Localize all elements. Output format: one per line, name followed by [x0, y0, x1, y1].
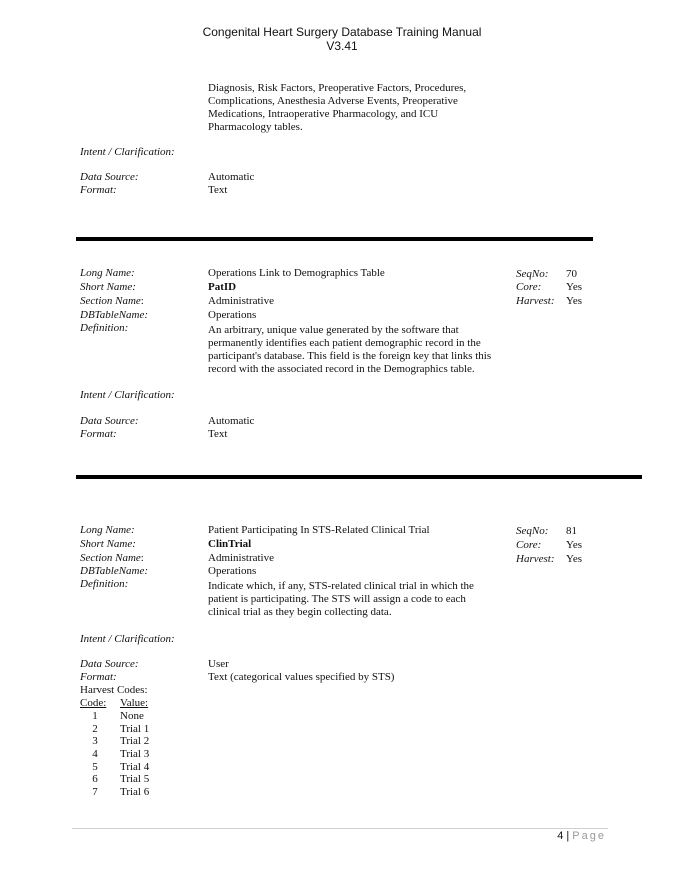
format-label: Format: — [80, 671, 117, 683]
definition-label: Definition: — [80, 322, 129, 334]
text-line: participant's database. This field is the foreign key that links this — [208, 350, 492, 362]
value-cell: Trial 2 — [120, 735, 150, 747]
value-cell: Trial 6 — [120, 786, 150, 798]
seqno-value: 81 — [566, 525, 577, 537]
data-source-value: Automatic — [208, 171, 255, 183]
code-row — [80, 735, 200, 748]
format-label: Format: — [80, 428, 117, 440]
code-cell: 3 — [92, 735, 98, 747]
short-name-value: PatID — [208, 281, 237, 293]
harvest-value: Yes — [566, 553, 583, 565]
text-line: record with the associated record in the Demographics table. — [208, 363, 475, 375]
short-name-label: Short Name: — [80, 281, 136, 293]
value-cell: Trial 3 — [120, 748, 150, 760]
text-line: An arbitrary, unique value generated by the software that — [208, 324, 459, 336]
seqno-label: SeqNo: — [516, 268, 549, 280]
section-divider — [76, 475, 642, 479]
code-cell: 6 — [92, 773, 98, 785]
harvest-label: Harvest: — [516, 553, 555, 565]
section-name-colon: : — [140, 295, 144, 307]
code-row — [80, 786, 200, 799]
text-line: patient is participating. The STS will assign a code to each — [208, 593, 466, 605]
format-value: Text (categorical values specified by STS) — [208, 671, 395, 683]
page-separator: | — [566, 830, 570, 842]
value-cell: Trial 5 — [120, 773, 150, 785]
text-line: permanently identifies each patient demographic record in the — [208, 337, 481, 349]
definition-text — [208, 580, 474, 619]
section-name-label — [80, 552, 144, 564]
definition-label: Definition: — [80, 578, 129, 590]
value-column-header: Value: — [120, 697, 149, 709]
text-line: Pharmacology tables. — [208, 121, 303, 133]
code-row — [80, 773, 200, 786]
section-name-value: Administrative — [208, 552, 274, 564]
definition-text — [208, 324, 491, 376]
format-value: Text — [208, 184, 228, 196]
long-name-value: Operations Link to Demographics Table — [208, 267, 385, 279]
core-value: Yes — [566, 539, 583, 551]
long-name-label: Long Name: — [80, 267, 135, 279]
section-name-label — [80, 295, 144, 307]
code-cell: 2 — [92, 723, 98, 735]
intent-label: Intent / Clarification: — [80, 146, 175, 158]
continuation-text — [208, 82, 466, 134]
harvest-label: Harvest: — [516, 295, 555, 307]
dbtable-label: DBTableName: — [80, 309, 149, 321]
document-title: Congenital Heart Surgery Database Training Manual — [202, 25, 482, 39]
long-name-value: Patient Participating In STS-Related Clinical Trial — [208, 524, 430, 536]
code-row — [80, 748, 200, 761]
data-source-label: Data Source: — [80, 658, 139, 670]
seqno-value: 70 — [566, 268, 577, 280]
code-row — [80, 710, 200, 723]
footer-divider — [72, 828, 608, 829]
core-label: Core: — [516, 281, 542, 293]
value-cell: Trial 4 — [120, 761, 150, 773]
section-name-label-text: Section Name — [80, 552, 141, 564]
section-name-value: Administrative — [208, 295, 274, 307]
short-name-value: ClinTrial — [208, 538, 252, 550]
intent-label: Intent / Clarification: — [80, 389, 175, 401]
text-line: Diagnosis, Risk Factors, Preoperative Factors, Procedures, — [208, 82, 467, 94]
value-cell: None — [120, 710, 144, 722]
code-cell: 4 — [92, 748, 98, 760]
harvest-codes-label: Harvest Codes: — [80, 684, 148, 696]
short-name-label: Short Name: — [80, 538, 136, 550]
core-value: Yes — [566, 281, 583, 293]
long-name-label: Long Name: — [80, 524, 135, 536]
data-source-value: User — [208, 658, 229, 670]
section-divider — [76, 237, 593, 241]
text-line: clinical trial as they begin collecting data. — [208, 606, 392, 618]
section-name-colon: : — [140, 552, 144, 564]
data-source-label: Data Source: — [80, 171, 139, 183]
dbtable-label: DBTableName: — [80, 565, 149, 577]
page-label: Page — [572, 830, 606, 842]
section-name-label-text: Section Name — [80, 295, 141, 307]
dbtable-value: Operations — [208, 309, 257, 321]
seqno-label: SeqNo: — [516, 525, 549, 537]
core-label: Core: — [516, 539, 542, 551]
format-label: Format: — [80, 184, 117, 196]
code-cell: 5 — [92, 761, 98, 773]
document-version: V3.41 — [326, 39, 358, 53]
page-footer — [557, 830, 606, 842]
code-column-header: Code: — [80, 697, 107, 709]
code-cell: 7 — [92, 786, 98, 798]
data-source-label: Data Source: — [80, 415, 139, 427]
intent-label: Intent / Clarification: — [80, 633, 175, 645]
data-source-value: Automatic — [208, 415, 255, 427]
code-cell: 1 — [92, 710, 98, 722]
dbtable-value: Operations — [208, 565, 257, 577]
format-value: Text — [208, 428, 228, 440]
page-number: 4 — [557, 830, 564, 842]
value-cell: Trial 1 — [120, 723, 150, 735]
text-line: Medications, Intraoperative Pharmacology, and ICU — [208, 108, 439, 120]
text-line: Indicate which, if any, STS-related clinical trial in which the — [208, 580, 474, 592]
harvest-value: Yes — [566, 295, 583, 307]
text-line: Complications, Anesthesia Adverse Events, Preoperative — [208, 95, 458, 107]
